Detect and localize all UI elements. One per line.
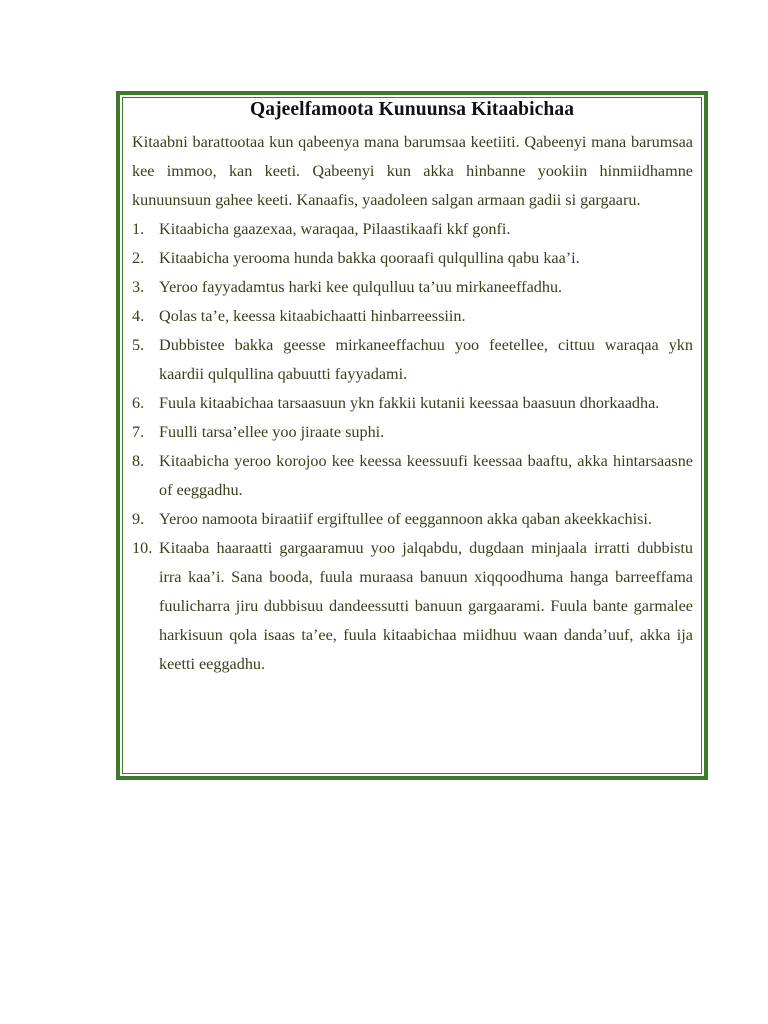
item-text: Kitaabicha gaazexaa, waraqaa, Pilaastikaafi kkf gonfi.	[159, 220, 511, 238]
item-text: Yeroo fayyadamtus harki kee qulqulluu ta’uu mirkaneeffadhu.	[159, 278, 563, 296]
list-item	[132, 447, 693, 505]
list-item	[132, 389, 693, 418]
item-number: 5.	[132, 336, 145, 354]
item-text: Yeroo namoota biraatiif ergiftullee of eeggannoon akka qaban akeekkachisi.	[159, 510, 652, 528]
list-item	[132, 215, 693, 244]
item-number: 3.	[132, 278, 145, 296]
list-item	[132, 244, 693, 273]
item-text: Fuulli tarsa’ellee yoo jiraate suphi.	[159, 423, 385, 441]
list-item	[132, 534, 693, 679]
item-number: 2.	[132, 249, 145, 267]
item-text: Qolas ta’e, keessa kitaabichaatti hinbarreessiin.	[159, 307, 466, 325]
list-item	[132, 302, 693, 331]
list-item	[132, 331, 693, 389]
item-number: 1.	[132, 220, 145, 238]
list-item	[132, 273, 693, 302]
instructions-box	[116, 91, 708, 780]
item-number: 9.	[132, 510, 145, 528]
box-content	[132, 128, 693, 679]
item-number: 10.	[132, 539, 153, 557]
instruction-list	[132, 215, 693, 679]
item-number: 6.	[132, 394, 145, 412]
list-item	[132, 505, 693, 534]
item-text: Fuula kitaabichaa tarsaasuun ykn fakkii kutanii keessaa baasuun dhorkaadha.	[159, 394, 660, 412]
list-item	[132, 418, 693, 447]
item-text: Dubbistee bakka geesse mirkaneeffachuu yoo feetellee, cittuu waraqaa ykn kaardii qulqullina qabuutti fayyadami.	[159, 336, 693, 383]
item-number: 8.	[132, 452, 145, 470]
item-text: Kitaabicha yerooma hunda bakka qooraafi qulqullina qabu kaa’i.	[159, 249, 580, 267]
item-number: 4.	[132, 307, 145, 325]
item-text: Kitaaba haaraatti gargaaramuu yoo jalqabdu, dugdaan minjaala irratti dubbistu irra kaa’i. Sana booda, fuula muraasa banuun xiqqoodhuma hanga barreeffama fuulicharra jiru dubbisuu dandeessutti banuun gargaarami. Fuula bante garmalee harkisuun qola isaas ta’ee, fuula kitaabichaa miidhuu waan danda’uuf, akka ija keetti eeggadhu.	[159, 539, 693, 673]
item-number: 7.	[132, 423, 145, 441]
item-text: Kitaabicha yeroo korojoo kee keessa keessuufi keessaa baaftu, akka hintarsaasne of eeggadhu.	[159, 452, 693, 499]
document-title: Qajeelfamoota Kunuunsa Kitaabichaa	[249, 99, 575, 120]
intro-paragraph: Kitaabni barattootaa kun qabeenya mana barumsaa keetiiti. Qabeenyi mana barumsaa kee immoo, kan keeti. Qabeenyi kun akka hinbanne yookiin hinmiidhamne kunuunsuun gahee keeti. Kanaafis, yaadoleen salgan armaan gadii si gargaaru.	[132, 133, 693, 209]
